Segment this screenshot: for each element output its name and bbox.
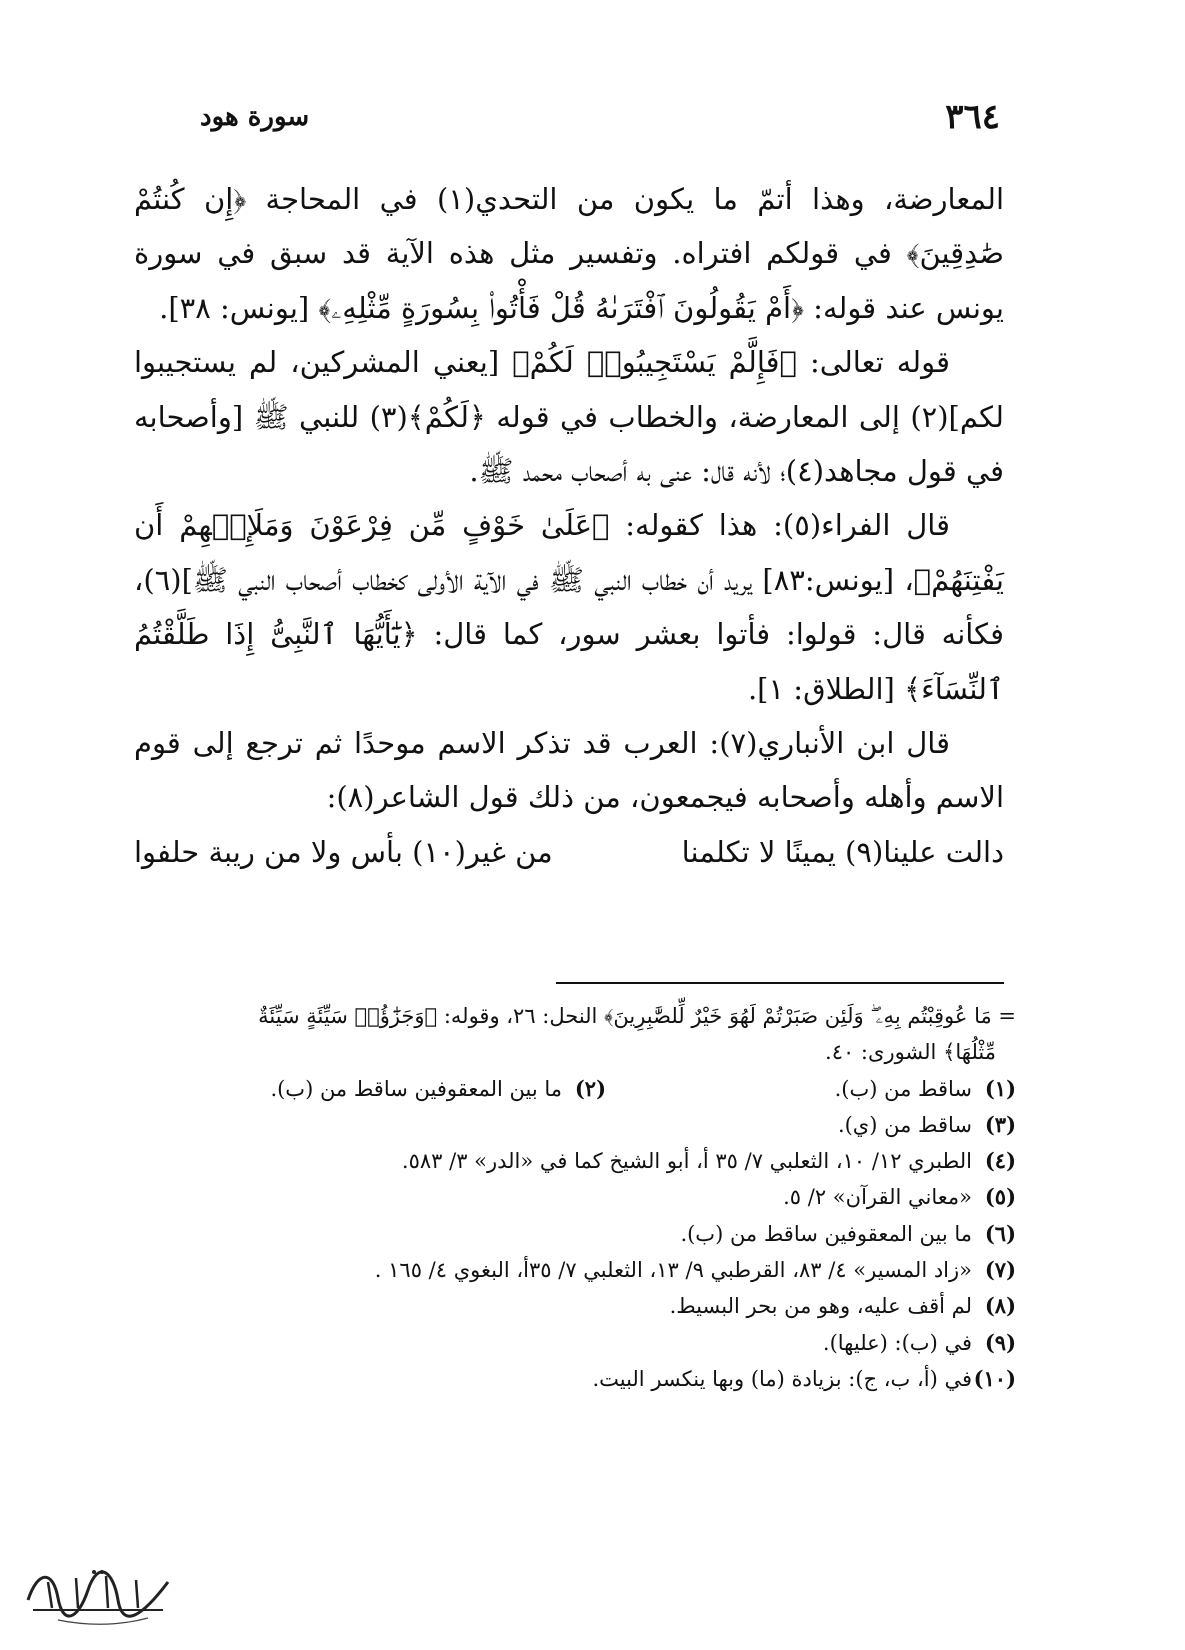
footnote-number: (٦) [984,1220,1016,1246]
footnote-number: (٣) [984,1111,1016,1137]
footnotes [134,998,1016,1397]
paragraph-4 [134,716,1004,825]
footnote-row [134,1071,1016,1107]
text-line: صَٰدِقِينَ﴾ في قولكم افتراه. وتفسير مثل هذه الآية قد سبق في سورة يونس [134,236,1004,325]
footnote-number: (٨) [984,1293,1016,1319]
footnote-text: في (أ، ب، ج): بزيادة (ما) وبها ينكسر البيت. [592,1366,972,1391]
footnote-text: «زاد المسير» ٤/ ٨٣، القرطبي ٩/ ١٣، الثعلبي ٧/ ٣٥أ، البغوي ٤/ ١٦٥ . [374,1258,972,1283]
paragraph-1 [134,172,1004,335]
footnote-text: لم أقف عليه، وهو من بحر البسيط. [669,1294,972,1319]
text-line: لكم](٢) إلى المعارضة، والخطاب في قوله ﴿لَكُمْ﴾(٣) للنبي ﷺ [وأصحابه [134,399,1004,434]
text-line: المعارضة، وهذا أتمّ ما يكون من التحدي(١) في المحاجة ﴿إِن كُنتُمْ [134,182,1004,216]
text-line: الاسم وأهله وأصحابه فيجمعون، من ذلك قول الشاعر(٨): [326,780,1004,815]
footnote-continuation: = مَا عُوقِبْتُم بِهِۦ ۖ وَلَئِن صَبَرْتُمْ لَهُوَ خَيْرٌ لِّلصَّٰبِرِينَ﴾ النحل: ٢٦، وقوله: ﴿وَجَزَٰٓؤُا۟ سَيِّئَةٍ سَيِّئَةٌ [258,1004,1016,1028]
footnote-text: ساقط من (ي). [837,1112,972,1137]
footnote-number: (٩) [984,1329,1016,1355]
page-number: ٣٦٤ [945,97,1000,137]
footnote-divider [556,982,1004,984]
footnote-4 [134,1143,1016,1179]
footnote-8 [134,1288,1016,1324]
text-line: أصحاب النبي ﷺ](٦)، فكأنه قال: قولوا: فأتوا بعشر سور، كما قال: [134,562,1005,652]
footnote-2 [270,1071,606,1107]
footnote-10 [134,1361,1016,1397]
footnote-text: «معاني القرآن» ٢/ ٥. [783,1185,972,1210]
footnote-number: (٥) [984,1184,1016,1210]
footnote-1 [606,1071,1016,1107]
text-line: يَفْتِنَهُمْ﴾، [يونس:٨٣] يريد أن خطاب النبي ﷺ في الآية الأولى كخطاب [352,562,1004,597]
footnote-number: (١٠) [973,1365,1016,1391]
text-line: عند قوله: ﴿أَمْ يَقُولُونَ ٱفْتَرَىٰهُ قُلْ فَأْتُوا۟ بِسُورَةٍ مِّثْلِهِۦ﴾ [يونس: ٣٨]. [159,290,927,325]
footnote-9 [134,1325,1016,1361]
running-title: سورة هود [200,102,310,132]
footnote-text: ما بين المعقوفين ساقط من (ب). [680,1221,972,1246]
footnote-number: (٧) [984,1257,1016,1283]
footnote-5 [134,1179,1016,1215]
text-line: في قول مجاهد(٤)؛ لأنه قال: عنى به أصحاب محمد ﷺ. [469,454,1004,489]
text-line: قال الفراء(٥): هذا كقوله: ﴿عَلَىٰ خَوْفٍ مِّن فِرْعَوْنَ وَمَلَإِي۟هِمْ أَن [134,508,951,543]
footnote-text: في (ب): (عليها). [822,1330,972,1355]
footnote-text: ما بين المعقوفين ساقط من (ب). [270,1076,562,1101]
footnote-6 [134,1216,1016,1252]
paragraph-2 [134,335,1004,498]
page-header [200,92,1000,142]
text-line: قال ابن الأنباري(٧): العرب قد تذكر الاسم موحدًا ثم ترجع إلى قوم [134,726,950,761]
footnote-number: (٢) [574,1075,606,1101]
paragraph-3 [134,498,1004,716]
footnote-text: الطبري ١٢/ ١٠، الثعلبي ٧/ ٣٥ أ، أبو الشيخ كما في «الدر» ٣/ ٥٨٣. [401,1149,972,1174]
footnote-number: (١) [984,1075,1016,1101]
main-text [134,172,1004,879]
footnote-7 [134,1252,1016,1288]
text-line: قوله تعالى: ﴿فَإِلَّمْ يَسْتَجِيبُوا۟ لَكُمْ﴾ [يعني المشركين، لم يستجيبوا [134,345,950,380]
verse-first-hemistich: دالت علينا(٩) يمينًا لا تكلمنا [681,834,1004,869]
footnote-continuation-2: مِّثْلُهَا﴾ الشورى: ٤٠. [825,1040,996,1065]
footnote-text: ساقط من (ب). [834,1076,972,1101]
poetry-verse [134,825,1004,879]
publisher-logo [18,1560,178,1630]
text-line: ﴿يَٰٓأَيُّهَا ٱلنَّبِىُّ إِذَا طَلَّقْتُمُ ٱلنِّسَآءَ﴾ [الطلاق: ١]. [134,617,1004,706]
footnote-3 [134,1107,1016,1143]
footnote-number: (٤) [984,1148,1016,1174]
verse-second-hemistich: من غير(١٠) بأس ولا من ريبة حلفوا [134,834,553,869]
